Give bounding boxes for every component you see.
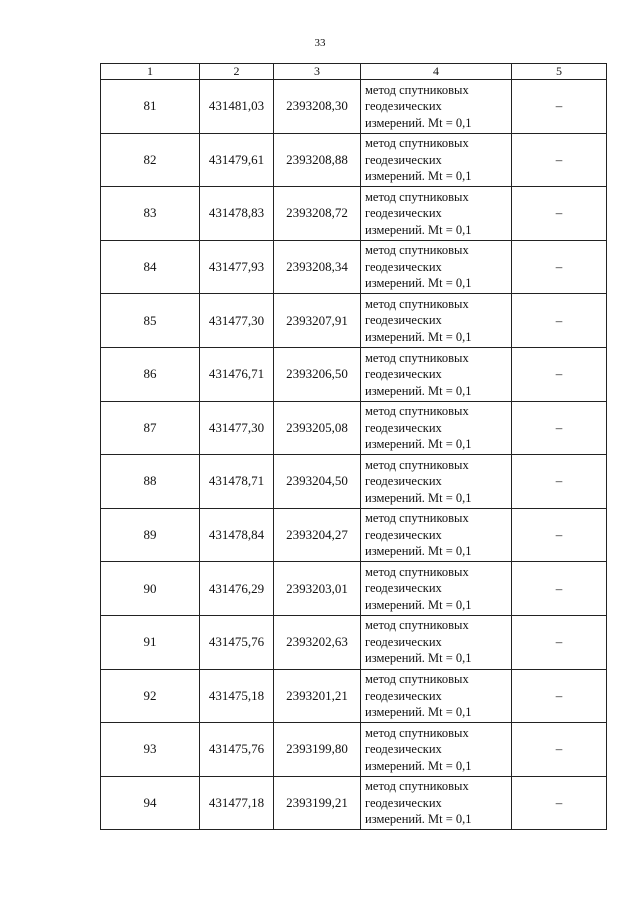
x-coordinate-cell: 431479,61 [200,133,274,187]
method-line: метод спутниковых [365,136,469,151]
x-coordinate-cell: 431481,03 [200,80,274,134]
point-number-cell: 81 [101,80,200,134]
method-line: метод спутниковых [365,618,469,633]
method-line: геодезических [365,99,442,114]
x-coordinate-cell: 431475,76 [200,723,274,777]
point-number-cell: 87 [101,401,200,455]
point-number-cell: 88 [101,455,200,509]
note-cell: – [512,347,607,401]
method-line: геодезических [365,527,442,542]
method-line: измерений. Mt = 0,1 [365,169,472,184]
x-coordinate-cell: 431477,18 [200,776,274,830]
method-cell [361,80,512,134]
page-number: 33 [314,37,326,49]
point-number-cell: 85 [101,294,200,348]
method-line: метод спутниковых [365,564,469,579]
point-number-cell: 92 [101,669,200,723]
y-coordinate-cell: 2393202,63 [274,615,361,669]
method-line: метод спутниковых [365,350,469,365]
table-row [101,508,607,562]
header-col-5: 5 [512,64,607,80]
note-cell: – [512,562,607,616]
y-coordinate-cell: 2393207,91 [274,294,361,348]
method-cell [361,615,512,669]
y-coordinate-cell: 2393208,30 [274,80,361,134]
method-line: измерений. Mt = 0,1 [365,705,472,720]
y-coordinate-cell: 2393199,21 [274,776,361,830]
table-row [101,562,607,616]
point-number-cell: 84 [101,240,200,294]
method-line: геодезических [365,313,442,328]
method-line: измерений. Mt = 0,1 [365,544,472,559]
method-line: метод спутниковых [365,296,469,311]
header-col-2: 2 [200,64,274,80]
method-line: геодезических [365,634,442,649]
point-number-cell: 93 [101,723,200,777]
point-number-cell: 83 [101,187,200,241]
x-coordinate-cell: 431475,18 [200,669,274,723]
method-line: измерений. Mt = 0,1 [365,812,472,827]
header-col-1: 1 [101,64,200,80]
y-coordinate-cell: 2393208,34 [274,240,361,294]
method-line: геодезических [365,152,442,167]
y-coordinate-cell: 2393208,72 [274,187,361,241]
method-line: метод спутниковых [365,511,469,526]
method-line: метод спутниковых [365,404,469,419]
point-number-cell: 94 [101,776,200,830]
table-row [101,347,607,401]
point-number-cell: 89 [101,508,200,562]
note-cell: – [512,669,607,723]
table-row [101,455,607,509]
x-coordinate-cell: 431475,76 [200,615,274,669]
note-cell: – [512,615,607,669]
point-number-cell: 91 [101,615,200,669]
method-cell [361,776,512,830]
table-row [101,240,607,294]
y-coordinate-cell: 2393205,08 [274,401,361,455]
table-row [101,187,607,241]
method-line: измерений. Mt = 0,1 [365,383,472,398]
note-cell: – [512,723,607,777]
table-row [101,80,607,134]
y-coordinate-cell: 2393204,27 [274,508,361,562]
note-cell: – [512,776,607,830]
y-coordinate-cell: 2393203,01 [274,562,361,616]
method-line: измерений. Mt = 0,1 [365,758,472,773]
method-line: измерений. Mt = 0,1 [365,329,472,344]
x-coordinate-cell: 431477,93 [200,240,274,294]
method-cell [361,508,512,562]
table-body [101,80,607,830]
coordinates-table [100,63,607,830]
note-cell: – [512,187,607,241]
table-row [101,133,607,187]
method-line: измерений. Mt = 0,1 [365,437,472,452]
note-cell: – [512,294,607,348]
table-row [101,615,607,669]
method-line: геодезических [365,474,442,489]
x-coordinate-cell: 431477,30 [200,294,274,348]
method-line: метод спутниковых [365,725,469,740]
method-line: метод спутниковых [365,457,469,472]
method-cell [361,187,512,241]
header-col-3: 3 [274,64,361,80]
y-coordinate-cell: 2393199,80 [274,723,361,777]
table-row [101,723,607,777]
method-line: измерений. Mt = 0,1 [365,115,472,130]
method-line: метод спутниковых [365,82,469,97]
method-line: метод спутниковых [365,672,469,687]
note-cell: – [512,240,607,294]
method-line: измерений. Mt = 0,1 [365,597,472,612]
method-line: измерений. Mt = 0,1 [365,490,472,505]
point-number-cell: 82 [101,133,200,187]
header-row [101,64,607,80]
method-line: геодезических [365,367,442,382]
method-cell [361,669,512,723]
x-coordinate-cell: 431478,71 [200,455,274,509]
header-col-4: 4 [361,64,512,80]
method-line: геодезических [365,206,442,221]
method-cell [361,240,512,294]
y-coordinate-cell: 2393201,21 [274,669,361,723]
method-line: геодезических [365,259,442,274]
method-line: метод спутниковых [365,189,469,204]
method-line: измерений. Mt = 0,1 [365,651,472,666]
method-cell [361,401,512,455]
table-row [101,294,607,348]
method-line: геодезических [365,581,442,596]
method-line: измерений. Mt = 0,1 [365,276,472,291]
method-line: метод спутниковых [365,779,469,794]
method-line: геодезических [365,688,442,703]
y-coordinate-cell: 2393208,88 [274,133,361,187]
method-cell [361,562,512,616]
y-coordinate-cell: 2393206,50 [274,347,361,401]
note-cell: – [512,508,607,562]
note-cell: – [512,401,607,455]
table-row [101,401,607,455]
method-cell [361,133,512,187]
method-line: геодезических [365,795,442,810]
method-line: измерений. Mt = 0,1 [365,222,472,237]
x-coordinate-cell: 431478,84 [200,508,274,562]
table-row [101,776,607,830]
point-number-cell: 90 [101,562,200,616]
method-cell [361,455,512,509]
method-cell [361,294,512,348]
x-coordinate-cell: 431476,71 [200,347,274,401]
y-coordinate-cell: 2393204,50 [274,455,361,509]
x-coordinate-cell: 431477,30 [200,401,274,455]
x-coordinate-cell: 431478,83 [200,187,274,241]
note-cell: – [512,455,607,509]
table-row [101,669,607,723]
method-cell [361,347,512,401]
note-cell: – [512,133,607,187]
method-line: геодезических [365,742,442,757]
x-coordinate-cell: 431476,29 [200,562,274,616]
point-number-cell: 86 [101,347,200,401]
method-cell [361,723,512,777]
method-line: геодезических [365,420,442,435]
note-cell: – [512,80,607,134]
method-line: метод спутниковых [365,243,469,258]
